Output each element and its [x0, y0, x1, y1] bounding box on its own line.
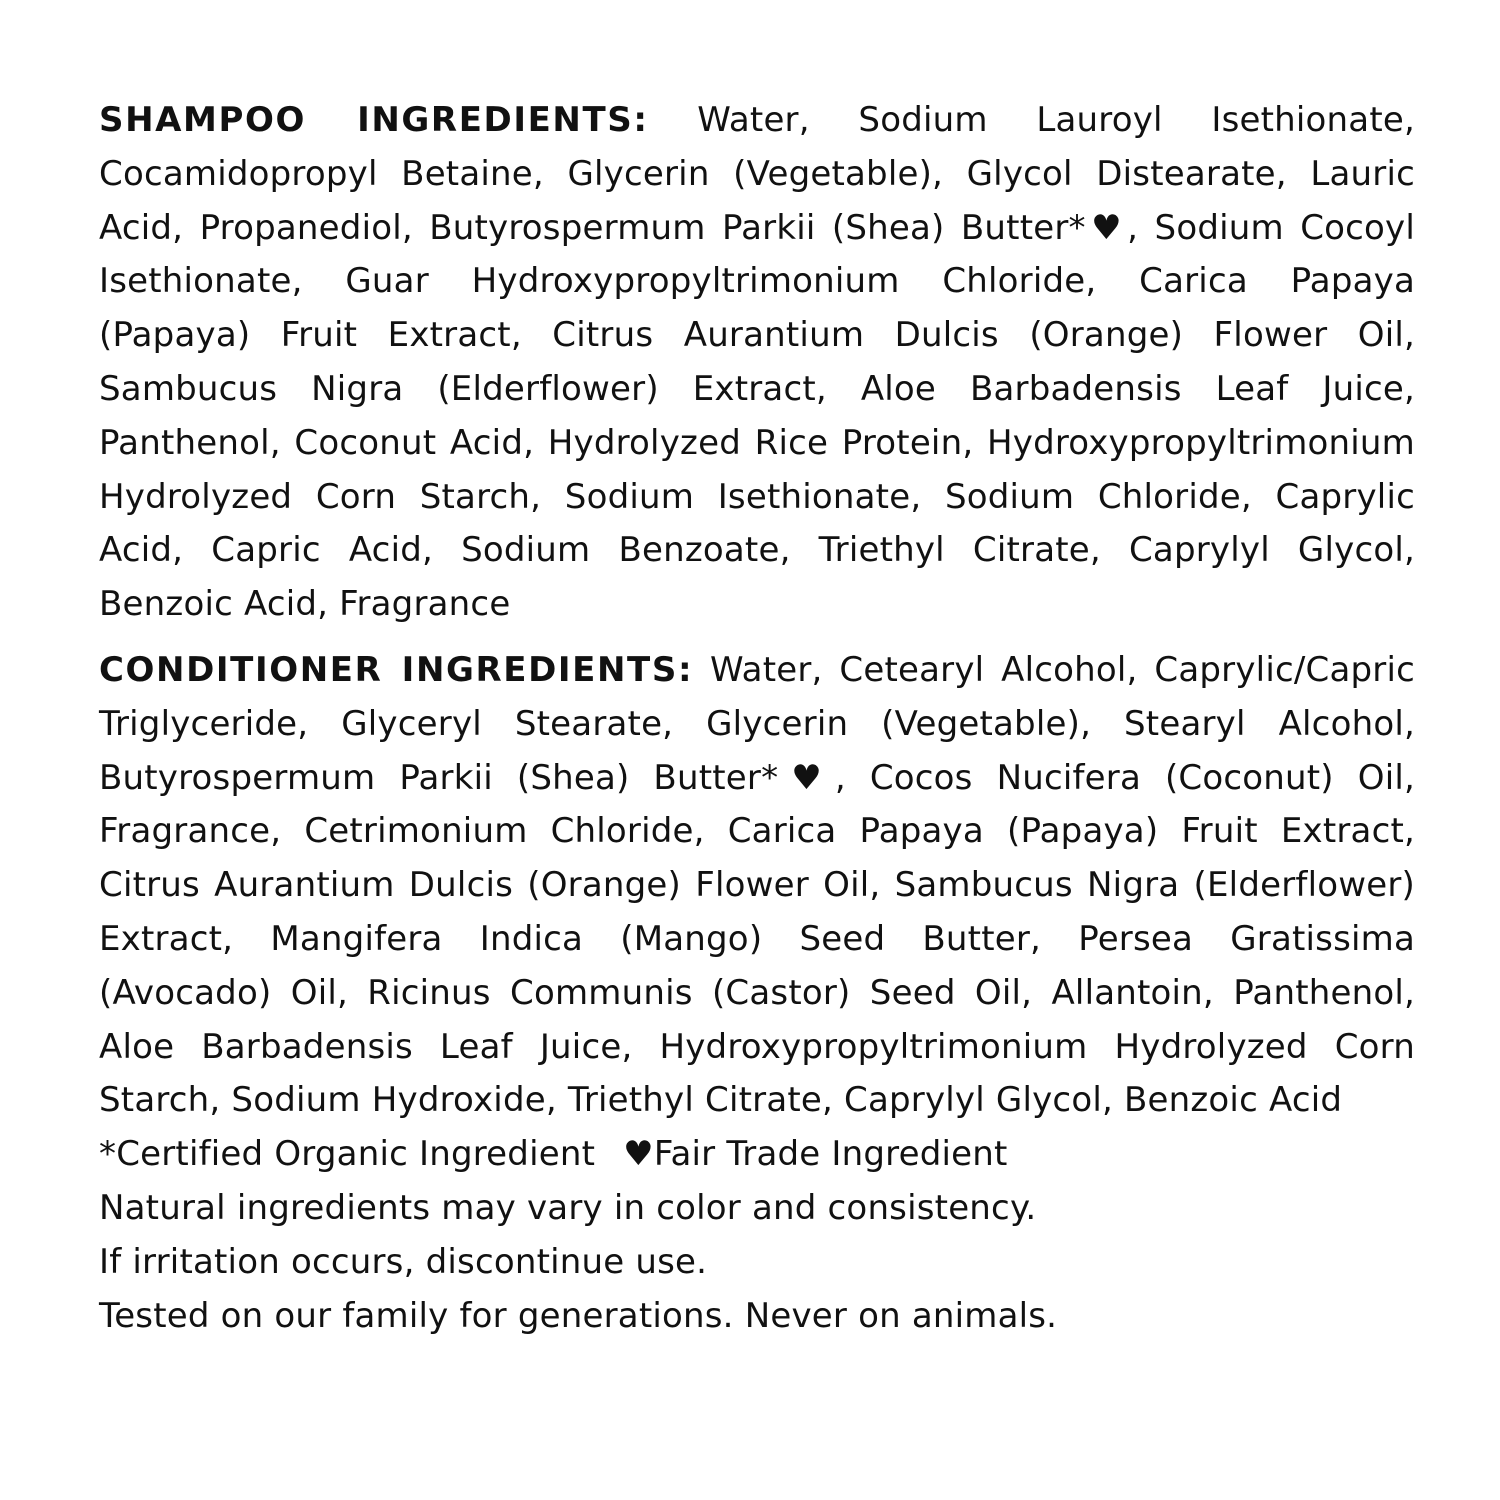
conditioner-ingredients — [99, 644, 1415, 1128]
shampoo-ingredients-list: Water, Sodium Lauroyl Isethionate, Cocamidopropyl Betaine, Glycerin (Vegetable), Glycol Distearate, Lauric Acid, Propanediol, Butyrospermum Parkii (Shea) Butter*♥, Sodium Cocoyl Isethionate, Guar Hydroxypropyltrimonium Chloride, Carica Papaya (Papaya) Fruit Extract, Citrus Aurantium Dulcis (Orange) Flower Oil, Sambucus Nigra (Elderflower) Extract, Aloe Barbadensis Leaf Juice, Panthenol, Coconut Acid, Hydrolyzed Rice Protein, Hydroxypropyltrimonium Hydrolyzed Corn Starch, Sodium Isethionate, Sodium Chloride, Caprylic Acid, Capric Acid, Sodium Benzoate, Triethyl Citrate, Caprylyl Glycol, Benzoic Acid, Fragrance — [99, 100, 1415, 625]
note-natural-variation: Natural ingredients may vary in color and consistency. — [99, 1187, 1037, 1228]
footnotes — [99, 1128, 1415, 1343]
shampoo-ingredients — [99, 94, 1415, 632]
fair-trade-legend: ♥Fair Trade Ingredient — [623, 1134, 1008, 1175]
conditioner-ingredients-label: CONDITIONER INGREDIENTS: — [99, 649, 694, 690]
ingredients-panel — [99, 94, 1415, 1343]
note-irritation-warning: If irritation occurs, discontinue use. — [99, 1241, 708, 1282]
shampoo-ingredients-label: SHAMPOO INGREDIENTS: — [99, 100, 649, 140]
conditioner-ingredients-list: Water, Cetearyl Alcohol, Caprylic/Capric Triglyceride, Glyceryl Stearate, Glycerin (Vegetable), Stearyl Alcohol, Butyrospermum Parkii (Shea) Butter*♥, Cocos Nucifera (Coconut) Oil, Fragrance, Cetrimonium Chloride, Carica Papaya (Papaya) Fruit Extract, Citrus Aurantium Dulcis (Orange) Flower Oil, Sambucus Nigra (Elderflower) Extract, Mangifera Indica (Mango) Seed Butter, Persea Gratissima (Avocado) Oil, Ricinus Communis (Castor) Seed Oil, Allantoin, Panthenol, Aloe Barbadensis Leaf Juice, Hydroxypropyltrimonium Hydrolyzed Corn Starch, Sodium Hydroxide, Triethyl Citrate, Caprylyl Glycol, Benzoic Acid — [99, 649, 1415, 1121]
organic-legend: *Certified Organic Ingredient — [99, 1134, 596, 1175]
note-animal-testing: Tested on our family for generations. Never on animals. — [99, 1295, 1058, 1336]
ingredient-legend — [99, 1128, 1415, 1182]
